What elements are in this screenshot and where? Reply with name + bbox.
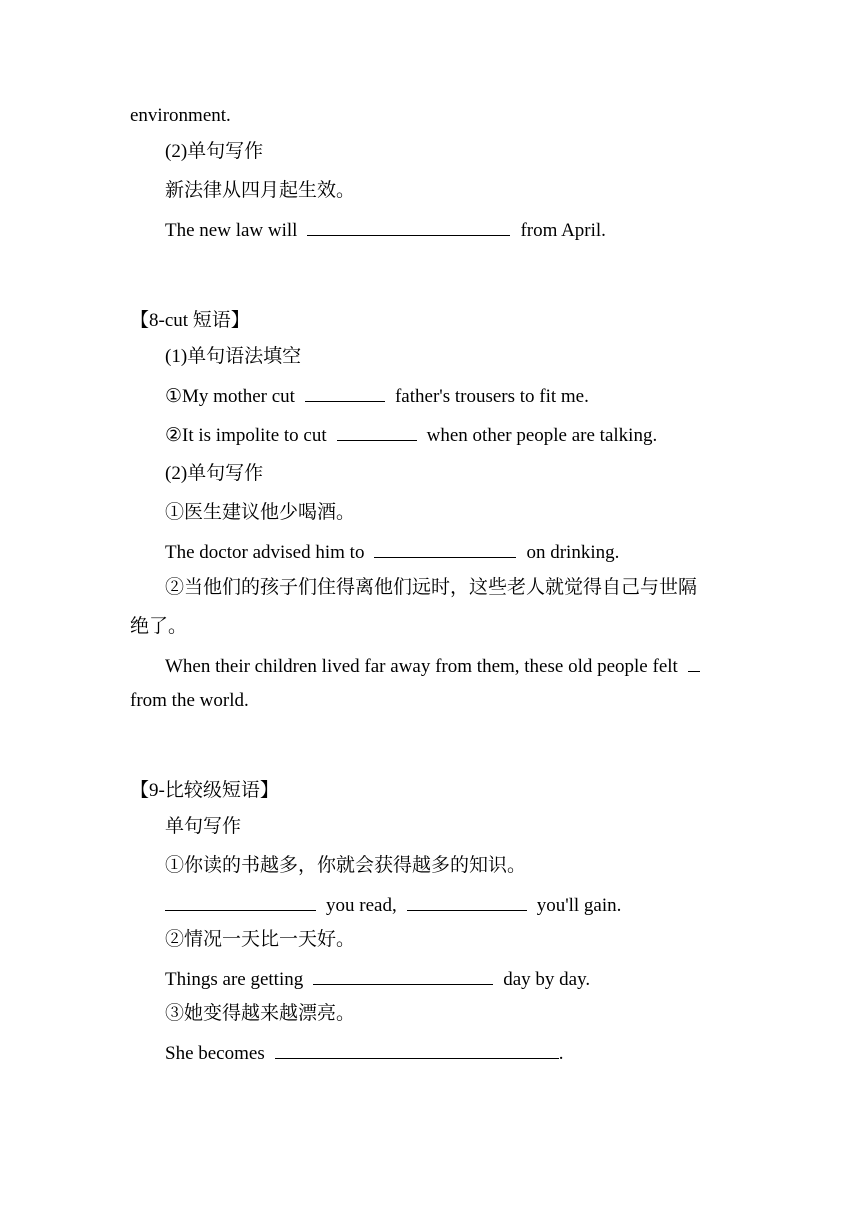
text-line-environment: environment. (130, 105, 231, 126)
sentence-text: She becomes (165, 1043, 265, 1064)
part-heading-sentence-writing: 单句写作 (165, 816, 242, 837)
sentence-text: when other people are talking. (426, 425, 658, 446)
chinese-prompt: ①医生建议他少喝酒。 (165, 502, 356, 523)
sentence-text: father's trousers to fit me. (394, 386, 589, 407)
chinese-prompt: ②情况一天比一天好。 (165, 929, 356, 950)
sentence-text: The doctor advised him to (165, 542, 365, 563)
sentence-text: ②It is impolite to cut (165, 425, 327, 446)
answer-blank[interactable] (313, 967, 493, 985)
answer-blank[interactable] (407, 893, 527, 911)
part-heading-grammar-fill: (1)单句语法填空 (165, 346, 302, 367)
answer-blank[interactable] (305, 384, 385, 402)
question-line (165, 384, 589, 408)
sentence-text: from April. (520, 220, 606, 241)
english-sentence (165, 1041, 563, 1065)
chinese-prompt: ③她变得越来越漂亮。 (165, 1003, 356, 1024)
sentence-text: you read, (326, 895, 397, 916)
question-line (165, 423, 657, 447)
sentence-text: Things are getting (165, 969, 304, 990)
english-sentence (165, 540, 619, 564)
answer-blank[interactable] (337, 423, 417, 441)
chinese-prompt-continued: 绝了。 (130, 616, 188, 637)
answer-blank[interactable] (307, 218, 510, 236)
sentence-text: on drinking. (526, 542, 620, 563)
answer-blank[interactable] (165, 893, 316, 911)
english-sentence (165, 218, 606, 242)
section-heading-comparative-phrases: 【9-比较级短语】 (130, 780, 279, 801)
sentence-text: When their children lived far away from them, these old people felt (165, 656, 678, 677)
part-heading-sentence-writing: (2)单句写作 (165, 463, 264, 484)
english-sentence (165, 893, 621, 917)
english-sentence-continued: from the world. (130, 690, 249, 711)
answer-blank[interactable] (374, 540, 516, 558)
sentence-text: ①My mother cut (165, 386, 295, 407)
english-sentence (165, 967, 590, 991)
answer-blank[interactable] (688, 654, 700, 672)
answer-blank[interactable] (275, 1041, 559, 1059)
chinese-prompt: ①你读的书越多，你就会获得越多的知识。 (165, 855, 527, 876)
sentence-text: The new law will (165, 220, 298, 241)
sentence-text: . (558, 1043, 564, 1064)
part-heading-sentence-writing: (2)单句写作 (165, 141, 264, 162)
section-heading-cut-phrases: 【8-cut 短语】 (130, 310, 250, 331)
chinese-prompt: 新法律从四月起生效。 (165, 180, 356, 201)
sentence-text: day by day. (503, 969, 591, 990)
english-sentence (165, 654, 700, 678)
sentence-text: you'll gain. (536, 895, 622, 916)
chinese-prompt: ②当他们的孩子们住得离他们远时，这些老人就觉得自己与世隔 (165, 577, 698, 598)
